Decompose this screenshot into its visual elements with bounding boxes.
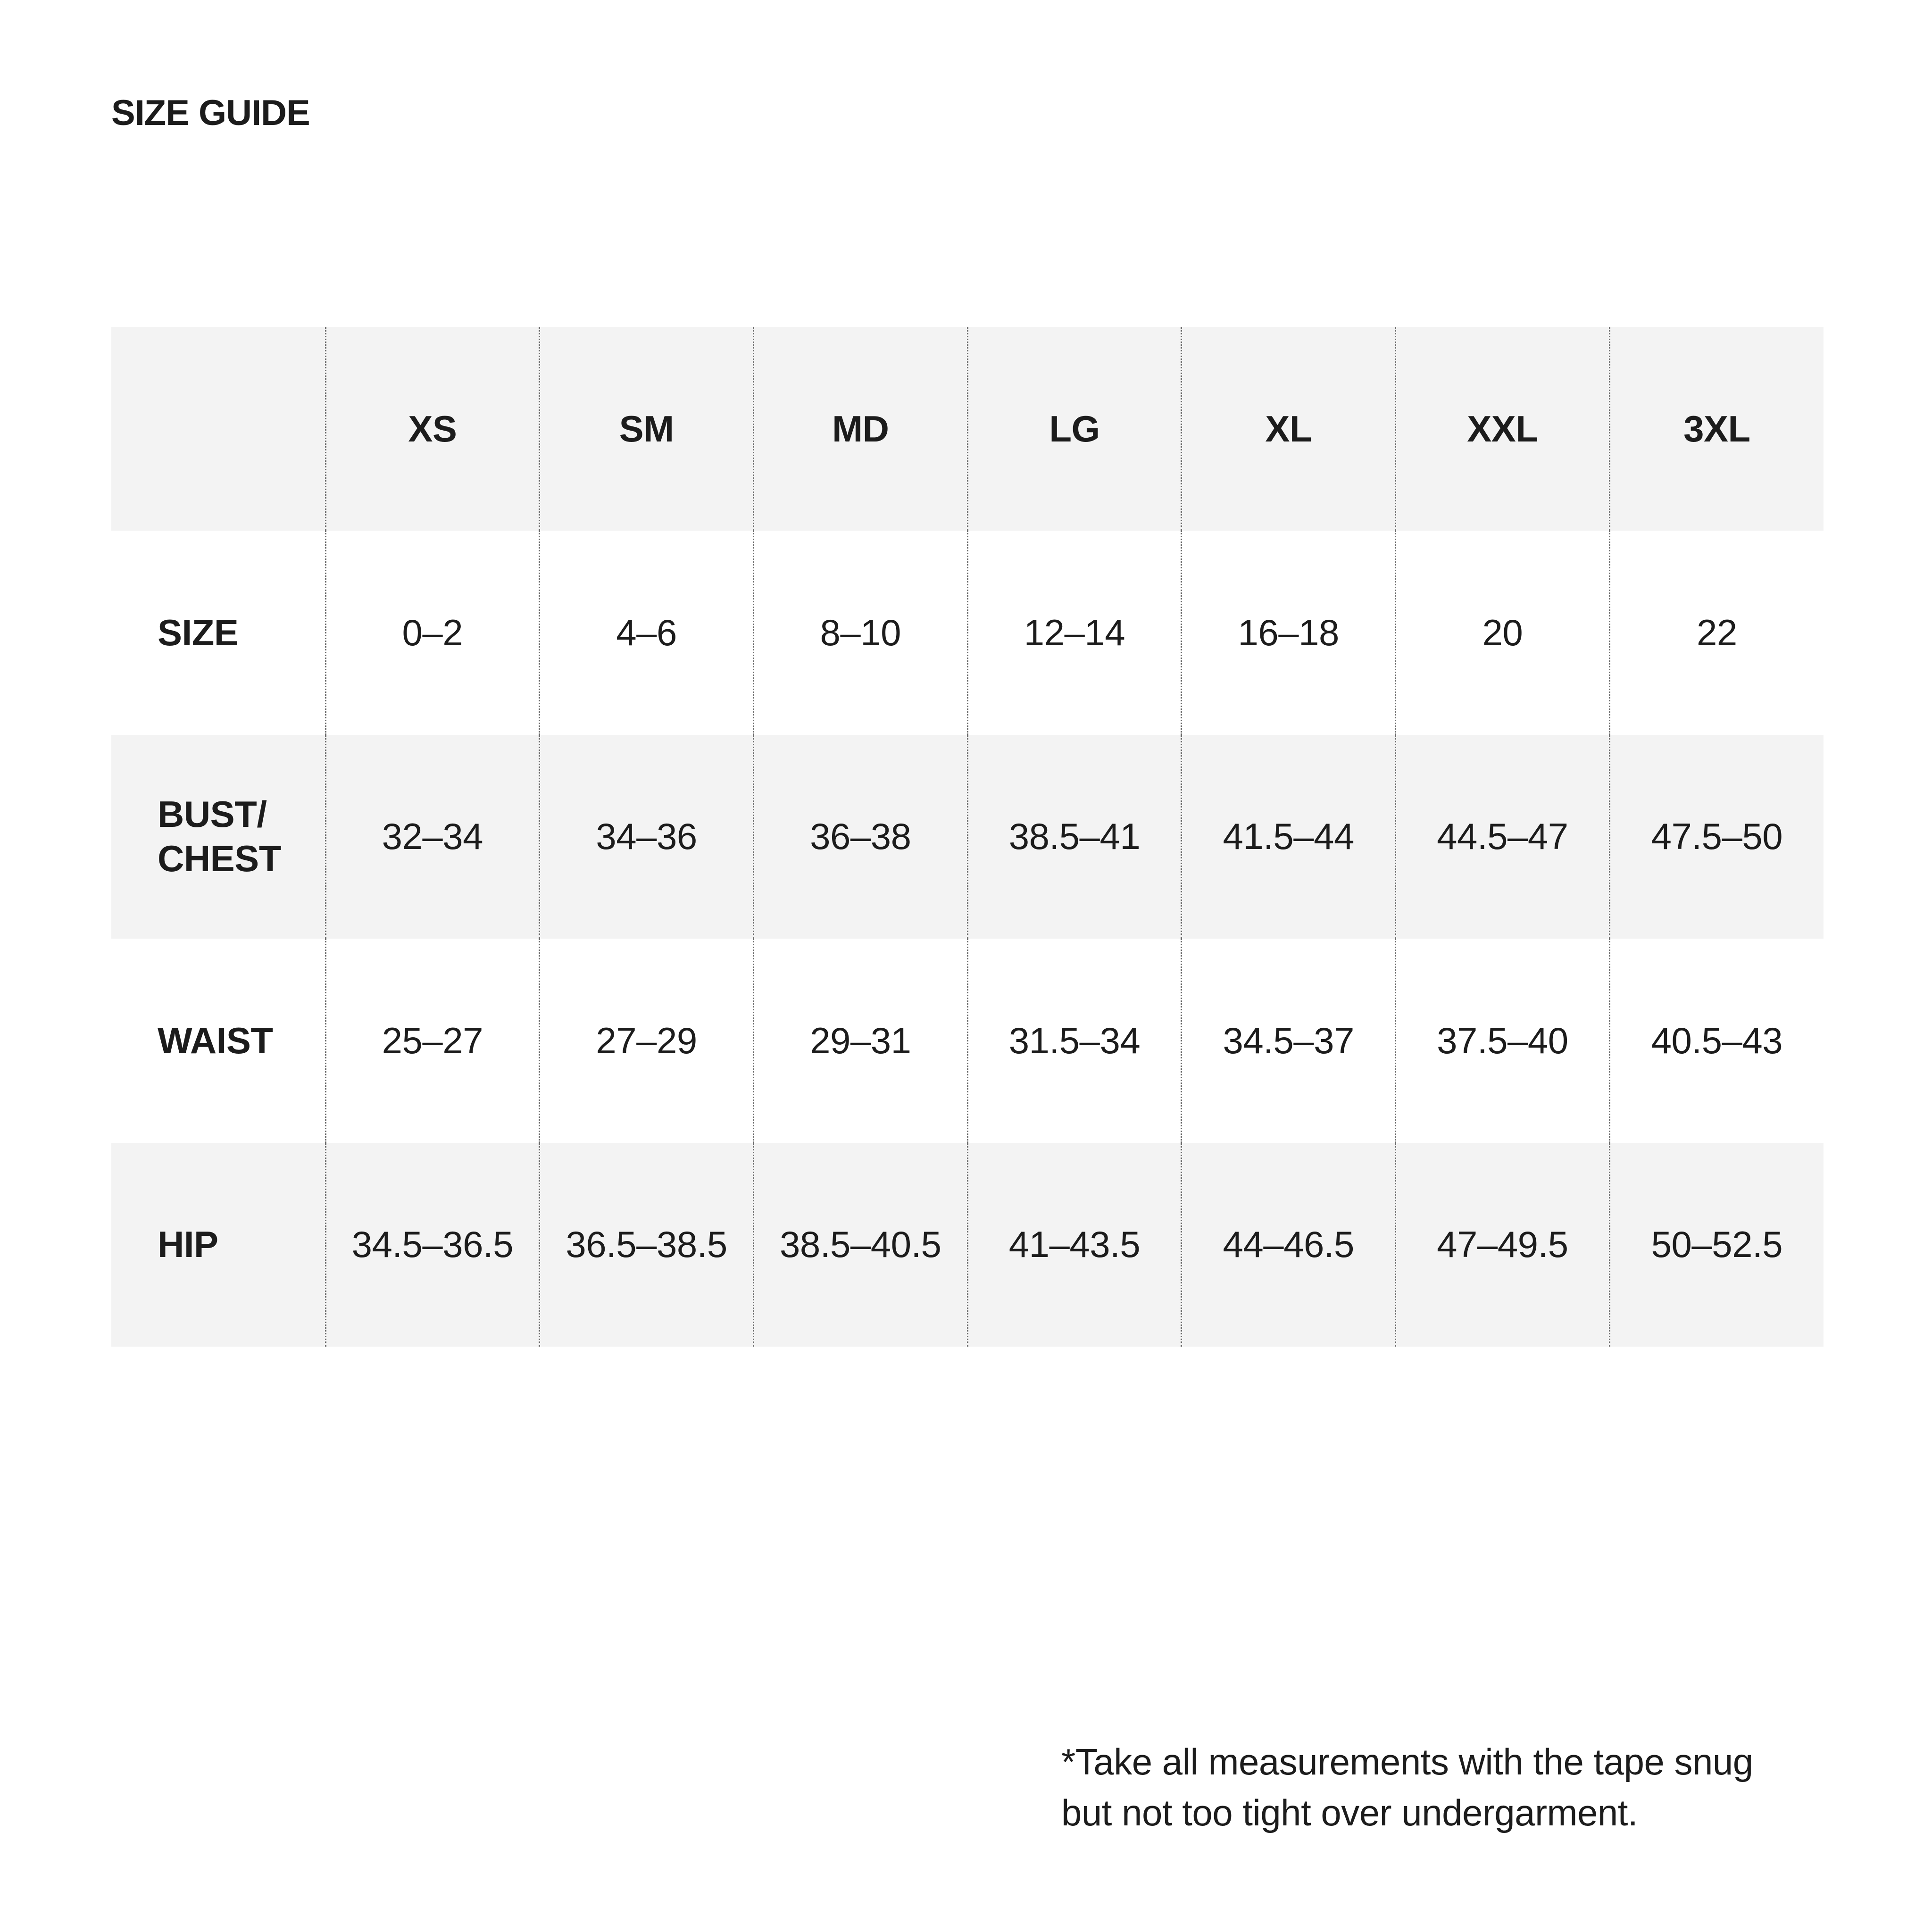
table-cell: 0–2	[325, 531, 540, 734]
table-cell: 32–34	[325, 735, 540, 939]
table-cell: 29–31	[753, 939, 967, 1142]
table-cell: 47–49.5	[1396, 1143, 1610, 1347]
row-header-size: SIZE	[158, 611, 239, 653]
column-header-lg: LG	[967, 327, 1182, 531]
table-cell: 20	[1396, 531, 1610, 734]
column-header-xl: XL	[1182, 327, 1396, 531]
column-header-md: MD	[753, 327, 967, 531]
table-cell: 37.5–40	[1396, 939, 1610, 1142]
table-cell: 34.5–37	[1182, 939, 1396, 1142]
table-cell: 44.5–47	[1396, 735, 1610, 939]
page-title: SIZE GUIDE	[111, 93, 310, 133]
table-cell: 31.5–34	[967, 939, 1182, 1142]
table-row-hip	[111, 1143, 1824, 1347]
table-cell: 34.5–36.5	[325, 1143, 540, 1347]
column-header-sm: SM	[540, 327, 754, 531]
table-cell: 8–10	[753, 531, 967, 734]
table-cell: 38.5–40.5	[753, 1143, 967, 1347]
table-cell: 16–18	[1182, 531, 1396, 734]
table-cell: 41–43.5	[967, 1143, 1182, 1347]
table-cell: 36.5–38.5	[540, 1143, 754, 1347]
row-header-hip: HIP	[158, 1223, 218, 1265]
row-header-bust-chest	[111, 735, 325, 939]
table-cell: 27–29	[540, 939, 754, 1142]
table-cell: 12–14	[967, 531, 1182, 734]
row-header-waist: WAIST	[158, 1019, 273, 1061]
column-header-xxl: XXL	[1396, 327, 1610, 531]
row-header-chest-line: CHEST	[158, 837, 281, 879]
row-header-bust-line: BUST/	[158, 793, 267, 835]
table-row-waist	[111, 939, 1824, 1142]
table-cell: 41.5–44	[1182, 735, 1396, 939]
table-row-bust-chest	[111, 735, 1824, 939]
table-cell: 44–46.5	[1182, 1143, 1396, 1347]
table-header-row	[111, 327, 1824, 531]
column-header-3xl: 3XL	[1609, 327, 1824, 531]
footnote-line-1: *Take all measurements with the tape snug	[1061, 1741, 1753, 1782]
table-cell: 38.5–41	[967, 735, 1182, 939]
table-cell: 50–52.5	[1609, 1143, 1824, 1347]
column-header-xs: XS	[325, 327, 540, 531]
table-cell: 36–38	[753, 735, 967, 939]
measurement-footnote	[1061, 1737, 1840, 1838]
table-cell: 40.5–43	[1609, 939, 1824, 1142]
table-cell: 47.5–50	[1609, 735, 1824, 939]
table-cell: 4–6	[540, 531, 754, 734]
size-chart-table	[111, 327, 1824, 1347]
footnote-line-2: but not too tight over undergarment.	[1061, 1791, 1638, 1833]
table-cell: 25–27	[325, 939, 540, 1142]
table-row-size	[111, 531, 1824, 734]
table-corner-cell	[111, 327, 325, 531]
table-cell: 34–36	[540, 735, 754, 939]
table-cell: 22	[1609, 531, 1824, 734]
